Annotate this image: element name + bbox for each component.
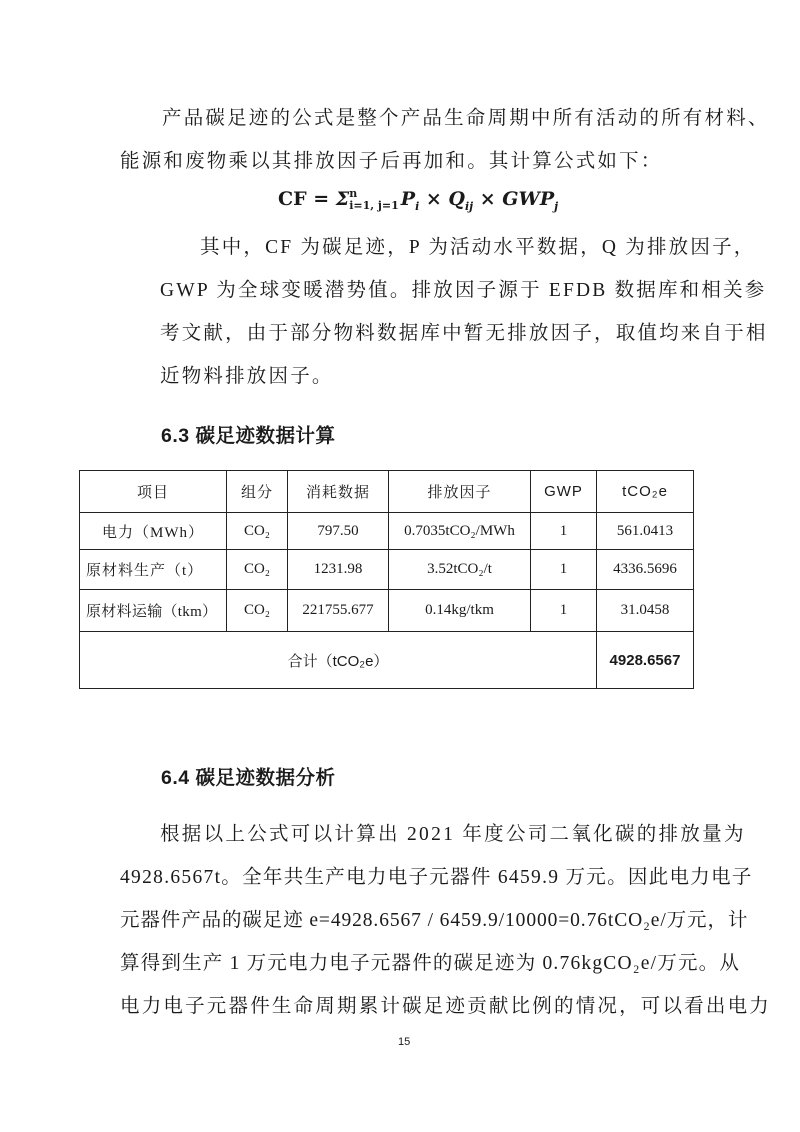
cell-factor: 0.14kg/tkm xyxy=(389,590,531,632)
text-line: 根据以上公式可以计算出 2021 年度公司二氧化碳的排放量为 xyxy=(160,824,746,845)
cell-component: CO₂ xyxy=(227,550,288,590)
page-number: 15 xyxy=(398,1036,411,1048)
formula-gwp-sub: j xyxy=(554,199,559,213)
text-line: 电力电子元器件生命周期累计碳足迹贡献比例的情况，可以看出电力 xyxy=(120,996,772,1017)
text-line: 近物料排放因子。 xyxy=(160,366,334,387)
formula-sub: i=1, j=1 xyxy=(349,199,399,212)
header-factor: 排放因子 xyxy=(389,471,531,513)
header-consumption: 消耗数据 xyxy=(288,471,389,513)
carbon-footprint-table xyxy=(79,470,694,689)
cell-gwp: 1 xyxy=(531,513,597,550)
cell-gwp: 1 xyxy=(531,590,597,632)
formula-p-sub: i xyxy=(415,199,420,213)
text-line: 能源和废物乘以其排放因子后再加和。其计算公式如下： xyxy=(120,151,663,172)
table-total-row xyxy=(80,632,694,689)
total-value: 4928.6567 xyxy=(597,632,694,689)
cell-factor: 0.7035tCO₂/MWh xyxy=(389,513,531,550)
cell-gwp: 1 xyxy=(531,550,597,590)
cell-item: 原材料生产（t） xyxy=(80,550,227,590)
cell-consumption: 797.50 xyxy=(288,513,389,550)
formula-gwp: GWP xyxy=(502,188,555,210)
total-label: 合计（tCO₂e） xyxy=(80,632,597,689)
cell-tco2e: 4336.5696 xyxy=(597,550,694,590)
table-row xyxy=(80,550,694,590)
cell-component: CO₂ xyxy=(227,590,288,632)
section-heading-6-3: 6.3 碳足迹数据计算 xyxy=(161,425,336,447)
formula-lhs: CF = xyxy=(278,188,336,210)
cell-factor: 3.52tCO₂/t xyxy=(389,550,531,590)
header-gwp: GWP xyxy=(531,471,597,513)
carbon-footprint-formula xyxy=(278,186,558,220)
formula-times: × xyxy=(473,188,503,210)
cell-item: 电力（MWh） xyxy=(80,513,227,550)
formula-sigma: Σ xyxy=(335,188,350,210)
table-header-row xyxy=(80,471,694,513)
text-line: 元器件产品的碳足迹 e=4928.6567 / 6459.9/10000=0.76tCO₂e/万元，计 xyxy=(120,910,749,931)
header-tco2e: tCO₂e xyxy=(597,471,694,513)
cell-tco2e: 31.0458 xyxy=(597,590,694,632)
text-line: GWP 为全球变暖潜势值。排放因子源于 EFDB 数据库和相关参 xyxy=(160,280,767,301)
header-item: 项目 xyxy=(80,471,227,513)
cell-component: CO₂ xyxy=(227,513,288,550)
formula-times: × xyxy=(419,188,449,210)
table-row xyxy=(80,590,694,632)
text-line: 4928.6567t。全年共生产电力电子元器件 6459.9 万元。因此电力电子 xyxy=(120,867,753,888)
cell-consumption: 1231.98 xyxy=(288,550,389,590)
formula-p: P xyxy=(400,188,416,210)
text-line: 其中，CF 为碳足迹，P 为活动水平数据，Q 为排放因子， xyxy=(200,237,756,258)
table-row xyxy=(80,513,694,550)
formula-sup: n xyxy=(349,187,358,200)
section-heading-6-4: 6.4 碳足迹数据分析 xyxy=(161,767,336,789)
header-component: 组分 xyxy=(227,471,288,513)
cell-consumption: 221755.677 xyxy=(288,590,389,632)
formula-q: Q xyxy=(448,188,465,210)
formula-q-sub: ij xyxy=(464,199,474,213)
text-line: 算得到生产 1 万元电力电子元器件的碳足迹为 0.76kgCO₂e/万元。从 xyxy=(120,953,741,974)
cell-item: 原材料运输（tkm） xyxy=(80,590,227,632)
cell-tco2e: 561.0413 xyxy=(597,513,694,550)
text-line: 考文献，由于部分物料数据库中暂无排放因子，取值均来自于相 xyxy=(160,323,768,344)
text-line: 产品碳足迹的公式是整个产品生命周期中所有活动的所有材料、 xyxy=(162,108,770,129)
